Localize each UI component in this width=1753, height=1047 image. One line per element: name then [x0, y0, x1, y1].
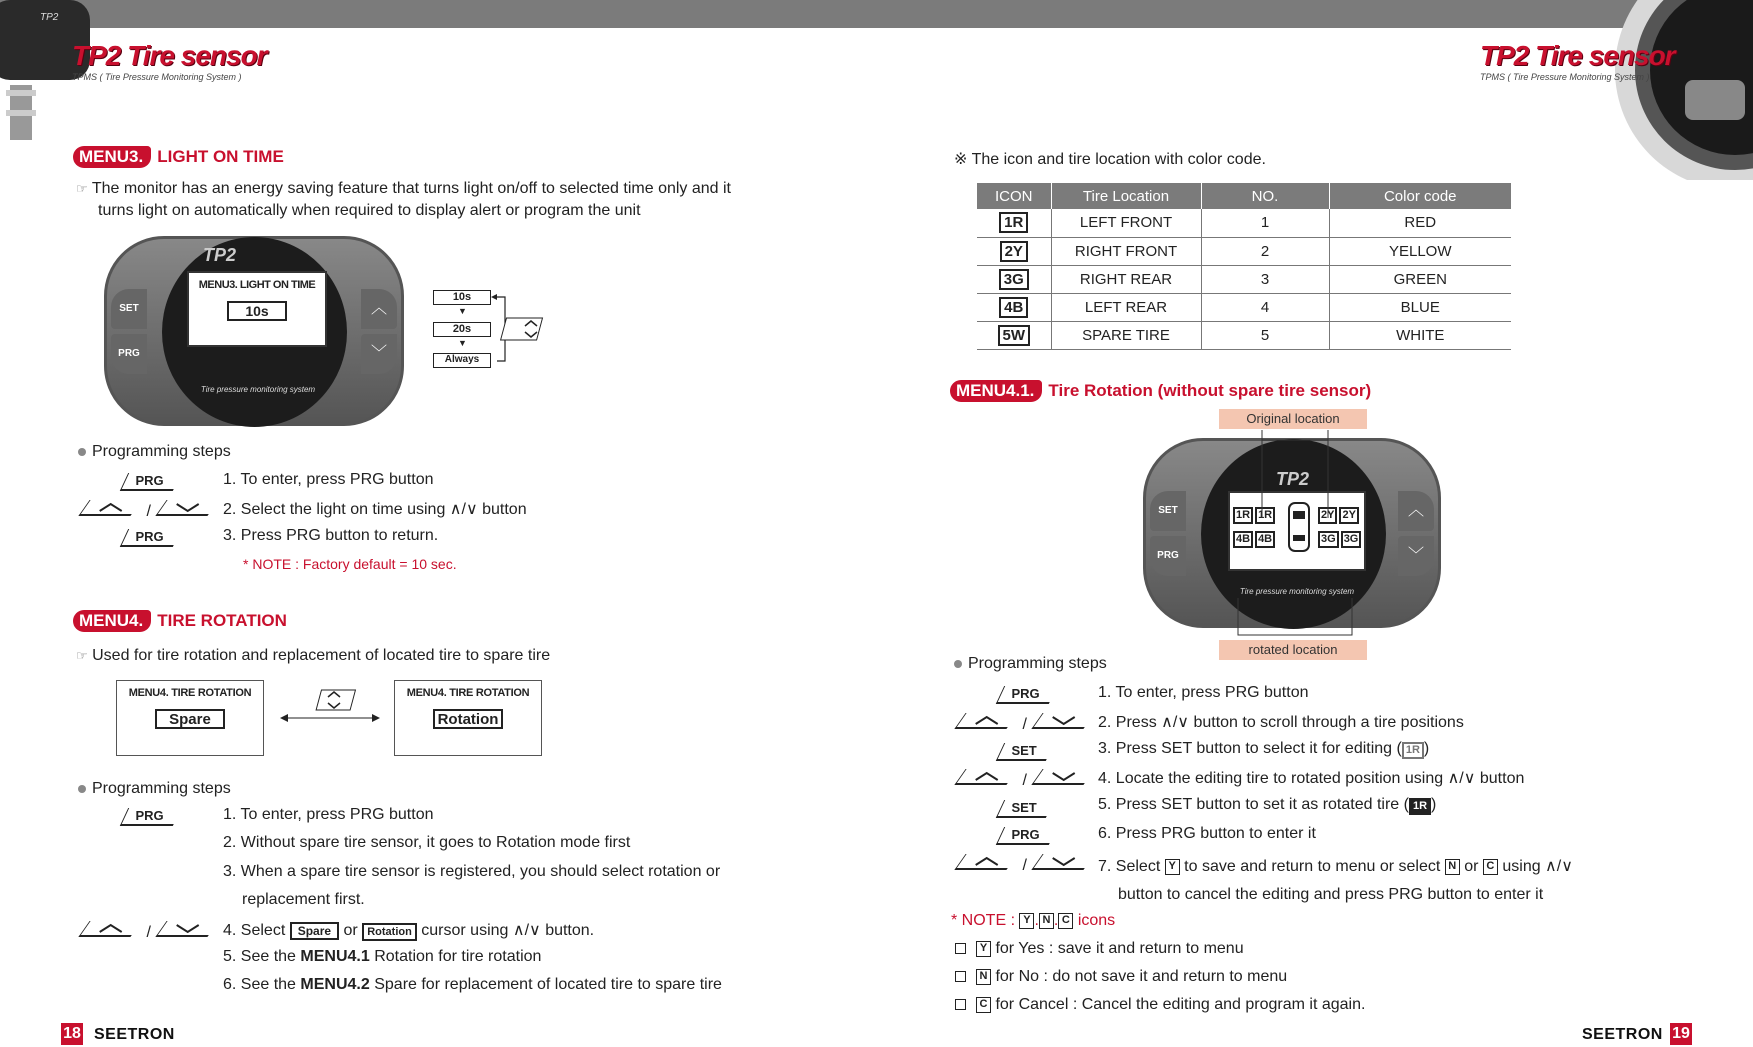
legend-cancel-text: for Cancel : Cancel the editing and program it again.: [995, 996, 1366, 1013]
tire-icon: 2Y: [1000, 241, 1028, 262]
icon-1r-outline: 1R: [1402, 742, 1424, 759]
menu3-note: * NOTE : Factory default = 10 sec.: [243, 556, 457, 572]
col-location: Tire Location: [1051, 183, 1201, 209]
col-no: NO.: [1201, 183, 1329, 209]
up-down-keys: /: [960, 713, 1089, 734]
menu4-step-2: 2. Without spare tire sensor, it goes to Rotation mode first: [223, 834, 631, 851]
menu3-device: [104, 236, 404, 426]
rotation-box-title: MENU4. TIRE ROTATION: [406, 687, 530, 699]
rotation-chip: Rotation: [362, 923, 417, 941]
table-row: [977, 321, 1511, 349]
option-10s: 10s: [433, 290, 491, 305]
up-down-keys: /: [960, 854, 1089, 875]
menu4-spare-box: [116, 680, 264, 756]
menu4-intro-text: Used for tire rotation and replacement of located tire to spare tire: [92, 647, 551, 664]
prg-key: [1000, 685, 1053, 704]
menu3-step-2: 2. Select the light on time using ∧/∨ button: [223, 501, 527, 518]
monitor-image: [1605, 0, 1753, 180]
step7-or: or: [1464, 858, 1479, 875]
table-row: [977, 293, 1511, 321]
menu4-step-3b: replacement first.: [242, 891, 365, 908]
brand-logo-right: [1480, 40, 1675, 82]
location-connector-lines: [1230, 430, 1360, 645]
legend-yes-text: for Yes : save it and return to menu: [995, 940, 1244, 957]
icon-1r-filled: 1R: [1409, 798, 1431, 815]
step3-text: 3. Press SET button to select it for editing (: [1098, 740, 1402, 757]
step6-suffix: Spare for replacement of located tire to spare tire: [374, 976, 722, 993]
menu3-step-3: 3. Press PRG button to return.: [223, 527, 439, 544]
steps-heading-text: Programming steps: [92, 443, 231, 460]
yes-icon: Y: [1165, 859, 1180, 875]
lcd-icon-4b: 4B: [1255, 531, 1275, 548]
menu41-badge: MENU4.1.: [950, 380, 1042, 402]
tire-icon: 1R: [999, 212, 1028, 233]
legend-item-yes: [955, 940, 1244, 958]
down-button[interactable]: [361, 334, 397, 374]
rotated-location-label: rotated location: [1219, 640, 1367, 660]
set-key: [1000, 742, 1050, 761]
cell-color: GREEN: [1329, 265, 1511, 293]
no-icon: N: [976, 969, 991, 985]
company-name-left: SEETRON: [94, 1026, 175, 1043]
menu3-intro-line2: turns light on automatically when required to display alert or program the unit: [98, 202, 641, 219]
prg-key: [124, 807, 177, 826]
menu3-step-1: 1. To enter, press PRG button: [223, 471, 434, 488]
prg-key-label: PRG: [135, 529, 164, 544]
cell-location: RIGHT REAR: [1051, 265, 1201, 293]
top-bar: [0, 0, 1753, 28]
up-button[interactable]: [361, 289, 397, 329]
menu41-step-2: 2. Press ∧/∨ button to scroll through a tire positions: [1098, 714, 1464, 731]
cell-no: 1: [1201, 209, 1329, 237]
step7-mid: to save and return to menu or select: [1184, 858, 1441, 875]
option-20s: 20s: [433, 322, 491, 337]
step7-line2: button to cancel the editing and press PRG button to enter it: [1118, 886, 1544, 903]
svg-text:TP2: TP2: [40, 12, 59, 23]
table-header-row: [977, 183, 1511, 209]
step4-suffix: cursor using ∧/∨ button.: [421, 922, 595, 939]
step6-bold: MENU4.2: [300, 976, 370, 993]
menu4-badge: MENU4.: [73, 610, 151, 632]
menu4-heading: [73, 610, 287, 632]
menu3-heading: [73, 146, 284, 168]
chevron-up-icon: ︿: [1407, 502, 1424, 519]
original-location-label: Original location: [1219, 409, 1367, 429]
cell-location: LEFT REAR: [1051, 293, 1201, 321]
up-down-keys: /: [84, 921, 213, 942]
chevron-down-icon: ﹀: [370, 345, 387, 362]
menu4-rotation-box: [394, 680, 542, 756]
menu3-badge: MENU3.: [73, 146, 151, 168]
step5-bold: MENU4.1: [300, 948, 370, 965]
menu3-steps-heading: [78, 443, 231, 461]
brand-logo-left: [72, 40, 267, 82]
menu41-step-5: 5. Press SET button to set it as rotated tire ( 1R ): [1098, 796, 1437, 813]
lcd-icon-3g: 3G: [1341, 531, 1362, 548]
device-logo: TP2: [203, 245, 237, 265]
menu41-step-7: [1098, 853, 1688, 909]
pointer-icon: ☞: [76, 648, 88, 663]
cycle-bracket: [491, 290, 571, 370]
menu4-step-4: [223, 920, 594, 941]
menu4-step-3: 3. When a spare tire sensor is registered, you should select rotation or: [223, 863, 721, 880]
pointer-icon: ☞: [76, 181, 88, 196]
cell-location: SPARE TIRE: [1051, 321, 1201, 349]
lcd-value: 10s: [227, 301, 287, 321]
legend-item-no: [955, 968, 1287, 986]
prg-key-label: PRG: [1011, 686, 1040, 701]
cell-location: RIGHT FRONT: [1051, 237, 1201, 265]
icon-note-heading: ※ The icon and tire location with color code.: [954, 151, 1266, 168]
table-row: [977, 209, 1511, 237]
up-down-keys: /: [960, 769, 1089, 790]
step4-prefix: 4. Select: [223, 922, 286, 939]
steps-heading-text: Programming steps: [968, 655, 1107, 672]
chevron-up-icon: ︿: [370, 300, 387, 317]
prg-key: [124, 528, 177, 547]
step5-suffix: Rotation for tire rotation: [374, 948, 542, 965]
note-prefix: * NOTE :: [951, 912, 1016, 929]
set-button[interactable]: SET: [111, 289, 147, 329]
menu4-step-6: [223, 976, 722, 994]
set-key-label: SET: [1011, 743, 1037, 758]
checkbox-icon: [955, 943, 966, 954]
no-icon: N: [1445, 859, 1460, 875]
menu41-step-6: 6. Press PRG button to enter it: [1098, 825, 1316, 842]
page-number-left: 18: [61, 1023, 83, 1045]
step5-prefix: 5. See the: [223, 948, 296, 965]
menu41-title: Tire Rotation (without spare tire sensor): [1048, 381, 1372, 400]
cell-no: 3: [1201, 265, 1329, 293]
lcd-icon-1r: 1R: [1255, 507, 1275, 524]
prg-key: [1000, 826, 1053, 845]
yes-icon: Y: [1019, 913, 1034, 929]
set-button[interactable]: SET: [1150, 491, 1186, 531]
cell-color: RED: [1329, 209, 1511, 237]
menu41-step-4: 4. Locate the editing tire to rotated position using ∧/∨ button: [1098, 770, 1525, 787]
cancel-icon: C: [1058, 913, 1073, 929]
prg-key-label: PRG: [135, 808, 164, 823]
cell-color: WHITE: [1329, 321, 1511, 349]
menu3-intro-line1: The monitor has an energy saving feature that turns light on/off to selected time only and it: [91, 180, 731, 197]
tire-icon: 4B: [999, 297, 1028, 318]
cell-location: LEFT FRONT: [1051, 209, 1201, 237]
lcd-icon-4b: 4B: [1233, 531, 1253, 548]
legend-no-text: for No : do not save it and return to menu: [995, 968, 1288, 985]
down-button[interactable]: [1398, 536, 1434, 576]
tire-location-table: [977, 183, 1511, 350]
brand-subtitle: TPMS ( Tire Pressure Monitoring System ): [72, 72, 242, 82]
set-key: [1000, 799, 1050, 818]
prg-key: [124, 472, 177, 491]
cancel-icon: C: [1483, 859, 1498, 875]
spare-chip: Spare: [290, 922, 339, 940]
no-icon: N: [1039, 913, 1054, 929]
brand-logo-text: TP2 Tire sensor: [1480, 40, 1675, 71]
menu41-step-1: 1. To enter, press PRG button: [1098, 684, 1309, 701]
steps-heading-text: Programming steps: [92, 780, 231, 797]
arrow-down-icon: ▼: [458, 306, 467, 316]
prg-key-label: PRG: [1011, 827, 1040, 842]
checkbox-icon: [955, 971, 966, 982]
brand-subtitle: TPMS ( Tire Pressure Monitoring System ): [1480, 72, 1650, 82]
prg-button[interactable]: PRG: [111, 334, 147, 374]
cell-no: 2: [1201, 237, 1329, 265]
toggle-arrows: [280, 688, 380, 728]
lcd-screen: [187, 271, 327, 347]
step7-prefix: 7. Select: [1098, 858, 1161, 875]
device-logo: TP2: [1276, 469, 1310, 489]
menu41-step-3: 3. Press SET button to select it for editing ( 1R ): [1098, 740, 1430, 757]
up-down-keys: /: [84, 500, 213, 521]
spare-box-title: MENU4. TIRE ROTATION: [128, 687, 252, 699]
lcd-title: MENU3. LIGHT ON TIME: [198, 279, 316, 291]
lcd-icon-3g: 3G: [1318, 531, 1339, 548]
brand-logo-text: TP2 Tire sensor: [72, 40, 267, 71]
yes-icon: Y: [976, 941, 991, 957]
spare-box-value: Spare: [155, 709, 225, 729]
page-number-right: 19: [1670, 1023, 1692, 1045]
arrow-down-icon: ▼: [458, 338, 467, 348]
tire-icon: 5W: [998, 325, 1031, 346]
table-row: [977, 265, 1511, 293]
menu4-intro: [76, 647, 550, 665]
col-color: Color code: [1329, 183, 1511, 209]
chevron-down-icon: ﹀: [1407, 547, 1424, 564]
menu41-heading: [950, 380, 1371, 402]
checkbox-icon: [955, 999, 966, 1010]
menu41-steps-heading: [954, 655, 1107, 673]
table-row: [977, 237, 1511, 265]
col-icon: ICON: [977, 183, 1051, 209]
up-button[interactable]: [1398, 491, 1434, 531]
step7-using: using ∧/∨: [1502, 858, 1573, 875]
cell-color: YELLOW: [1329, 237, 1511, 265]
menu4-steps-heading: [78, 780, 231, 798]
legend-item-cancel: [955, 996, 1365, 1014]
menu41-note: * NOTE : Y . N . C icons: [951, 912, 1116, 929]
tire-icon: 3G: [999, 269, 1029, 290]
lcd-icon-2y: 2Y: [1318, 507, 1337, 524]
note-suffix: icons: [1077, 912, 1116, 929]
lcd-icon-1r: 1R: [1233, 507, 1253, 524]
prg-key-label: PRG: [135, 473, 164, 488]
step6-prefix: 6. See the: [223, 976, 296, 993]
menu3-intro: [76, 178, 806, 222]
company-name-right: SEETRON: [1582, 1026, 1663, 1043]
cell-no: 5: [1201, 321, 1329, 349]
cell-no: 4: [1201, 293, 1329, 321]
prg-button[interactable]: PRG: [1150, 536, 1186, 576]
lcd-footer: Tire pressure monitoring system: [1239, 587, 1355, 596]
set-key-label: SET: [1011, 800, 1037, 815]
option-always: Always: [433, 353, 491, 368]
cell-color: BLUE: [1329, 293, 1511, 321]
step5-text: 5. Press SET button to set it as rotated tire (: [1098, 796, 1409, 813]
step4-or: or: [343, 922, 358, 939]
menu4-step-1: 1. To enter, press PRG button: [223, 806, 434, 823]
rotation-box-value: Rotation: [433, 709, 503, 729]
menu4-title: TIRE ROTATION: [157, 611, 287, 630]
lcd-footer: Tire pressure monitoring system: [200, 385, 316, 394]
menu4-step-5: [223, 948, 541, 966]
cancel-icon: C: [976, 997, 991, 1013]
lcd-icon-2y: 2Y: [1339, 507, 1358, 524]
menu3-title: LIGHT ON TIME: [157, 147, 284, 166]
